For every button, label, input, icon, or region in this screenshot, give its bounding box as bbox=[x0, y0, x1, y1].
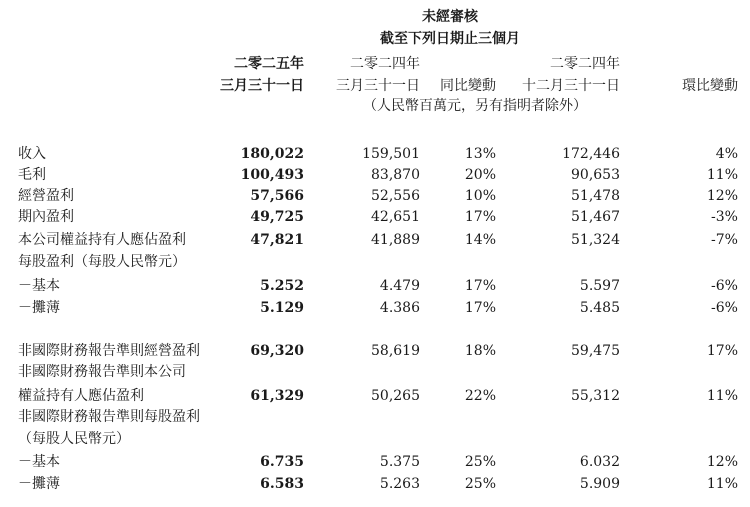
row-label: 本公司權益持有人應佔盈利 bbox=[18, 232, 186, 248]
col3-header: 同比變動 bbox=[440, 78, 496, 94]
row-label: 每股盈利（每股人民幣元） bbox=[18, 254, 186, 270]
value-2025-q1: 61,329 bbox=[250, 388, 304, 404]
value-2024-q1: 159,501 bbox=[362, 146, 420, 162]
value-2024-q4: 5.909 bbox=[579, 476, 620, 492]
row-label: －攤薄 bbox=[18, 476, 60, 492]
header-subtitle: 截至下列日期止三個月 bbox=[380, 31, 520, 47]
row-label: 非國際財務報告準則本公司 bbox=[18, 364, 186, 380]
yoy-change: 22% bbox=[464, 388, 496, 404]
row-label: －基本 bbox=[18, 278, 60, 294]
value-2025-q1: 180,022 bbox=[240, 146, 304, 162]
row-label: （每股人民幣元） bbox=[18, 431, 130, 447]
value-2025-q1: 5.129 bbox=[260, 300, 304, 316]
value-2024-q1: 5.263 bbox=[379, 476, 420, 492]
value-2025-q1: 47,821 bbox=[250, 232, 304, 248]
row-label: 非國際財務報告準則每股盈利 bbox=[18, 409, 200, 425]
value-2024-q4: 5.485 bbox=[579, 300, 620, 316]
yoy-change: 25% bbox=[464, 476, 496, 492]
value-2025-q1: 6.583 bbox=[260, 476, 304, 492]
col1-header-line1: 二零二五年 bbox=[234, 56, 304, 72]
qoq-change: -7% bbox=[711, 232, 738, 248]
qoq-change: 17% bbox=[706, 343, 738, 359]
qoq-change: 11% bbox=[706, 388, 738, 404]
row-label: 收入 bbox=[18, 146, 46, 162]
row-label: －攤薄 bbox=[18, 300, 60, 316]
col4-header-line2: 十二月三十一日 bbox=[522, 78, 620, 94]
yoy-change: 10% bbox=[464, 188, 496, 204]
col4-header-line1: 二零二四年 bbox=[550, 56, 620, 72]
value-2024-q4: 90,653 bbox=[571, 167, 620, 183]
value-2025-q1: 5.252 bbox=[260, 278, 304, 294]
value-2025-q1: 100,493 bbox=[240, 167, 304, 183]
qoq-change: 11% bbox=[706, 476, 738, 492]
value-2024-q4: 172,446 bbox=[562, 146, 620, 162]
value-2024-q1: 41,889 bbox=[371, 232, 420, 248]
value-2024-q1: 42,651 bbox=[371, 209, 420, 225]
qoq-change: 12% bbox=[706, 188, 738, 204]
header-title: 未經審核 bbox=[422, 9, 478, 25]
yoy-change: 25% bbox=[464, 454, 496, 470]
value-2024-q1: 83,870 bbox=[371, 167, 420, 183]
value-2024-q1: 52,556 bbox=[371, 188, 420, 204]
value-2024-q4: 51,324 bbox=[571, 232, 620, 248]
qoq-change: -6% bbox=[711, 278, 738, 294]
value-2024-q4: 59,475 bbox=[571, 343, 620, 359]
row-label: －基本 bbox=[18, 454, 60, 470]
value-2025-q1: 69,320 bbox=[250, 343, 304, 359]
row-label: 期內盈利 bbox=[18, 209, 74, 225]
yoy-change: 18% bbox=[464, 343, 496, 359]
value-2024-q1: 50,265 bbox=[371, 388, 420, 404]
col1-header-line2: 三月三十一日 bbox=[220, 78, 304, 94]
yoy-change: 20% bbox=[464, 167, 496, 183]
yoy-change: 17% bbox=[464, 300, 496, 316]
yoy-change: 17% bbox=[464, 278, 496, 294]
value-2024-q4: 51,467 bbox=[571, 209, 620, 225]
value-2024-q4: 51,478 bbox=[571, 188, 620, 204]
row-label: 毛利 bbox=[18, 167, 46, 183]
value-2024-q1: 58,619 bbox=[371, 343, 420, 359]
unit-note: （人民幣百萬元，另有指明者除外） bbox=[363, 98, 587, 114]
col2-header-line1: 二零二四年 bbox=[350, 56, 420, 72]
col5-header: 環比變動 bbox=[682, 78, 738, 94]
value-2025-q1: 6.735 bbox=[260, 454, 304, 470]
yoy-change: 14% bbox=[464, 232, 496, 248]
row-label: 非國際財務報告準則經營盈利 bbox=[18, 343, 200, 359]
qoq-change: -3% bbox=[711, 209, 738, 225]
yoy-change: 17% bbox=[464, 209, 496, 225]
value-2024-q4: 5.597 bbox=[579, 278, 620, 294]
value-2024-q1: 4.386 bbox=[379, 300, 420, 316]
qoq-change: 12% bbox=[706, 454, 738, 470]
value-2024-q1: 5.375 bbox=[379, 454, 420, 470]
col2-header-line2: 三月三十一日 bbox=[336, 78, 420, 94]
value-2024-q1: 4.479 bbox=[379, 278, 420, 294]
qoq-change: 11% bbox=[706, 167, 738, 183]
row-label: 經營盈利 bbox=[18, 188, 74, 204]
value-2024-q4: 55,312 bbox=[571, 388, 620, 404]
yoy-change: 13% bbox=[464, 146, 496, 162]
value-2025-q1: 49,725 bbox=[250, 209, 304, 225]
qoq-change: -6% bbox=[711, 300, 738, 316]
qoq-change: 4% bbox=[715, 146, 738, 162]
row-label: 權益持有人應佔盈利 bbox=[18, 388, 144, 404]
value-2025-q1: 57,566 bbox=[250, 188, 304, 204]
value-2024-q4: 6.032 bbox=[579, 454, 620, 470]
